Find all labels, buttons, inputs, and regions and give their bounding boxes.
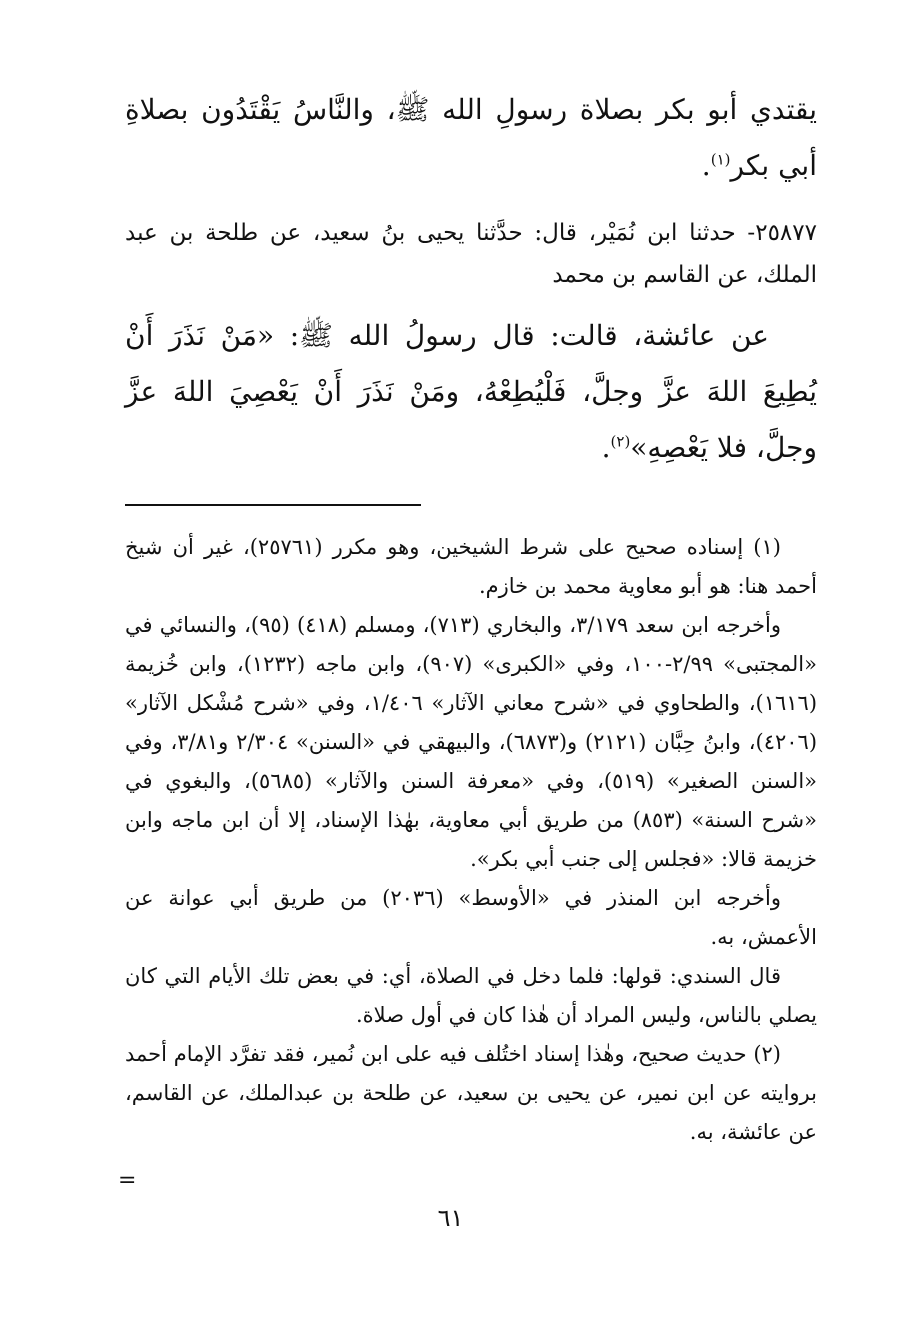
footnote-1-takhrij-2: وأخرجه ابن المنذر في «الأوسط» (٢٠٣٦) من طريق أبي عوانة عن الأعمش، به. bbox=[125, 886, 817, 949]
main-paragraph-1 bbox=[125, 82, 817, 194]
main-paragraph-1-text: يقتدي أبو بكر بصلاة رسولِ الله ﷺ، والنَّاسُ يَقْتَدُون بصلاةِ أبي بكر bbox=[125, 93, 817, 182]
hadith-matn-text: عن عائشة، قالت: قال رسولُ الله ﷺ: «مَنْ نَذَرَ أَنْ يُطِيعَ اللهَ عزَّ وجلَّ، فَلْيُطِعْهُ، ومَنْ نَذَرَ أَنْ يَعْصِيَ اللهَ عزَّ وجلَّ، فلا يَعْصِهِ» bbox=[125, 319, 817, 464]
footnote-1: (١) إسناده صحيح على شرط الشيخين، وهو مكرر (٢٥٧٦١)، غير أن شيخ أحمد هنا: هو أبو معاوية محمد بن خازم. bbox=[125, 535, 817, 598]
footnotes bbox=[125, 528, 817, 1152]
footnote-1-sindi: قال السندي: قولها: فلما دخل في الصلاة، أي: في بعض تلك الأيام التي كان يصلي بالناس، وليس المراد أن هٰذا كان في أول صلاة. bbox=[125, 964, 817, 1027]
main-paragraph-1-end: . bbox=[701, 149, 711, 182]
footnote-separator bbox=[125, 504, 421, 506]
footnote-2: (٢) حديث صحيح، وهٰذا إسناد اختُلف فيه على ابن نُمير، فقد تفرَّد الإمام أحمد بروايته عن ابن نمير، عن يحيى بن سعيد، عن طلحة بن عبدالملك، عن القاسم، عن عائشة، به. bbox=[125, 1042, 817, 1144]
hadith-matn-end: . bbox=[601, 431, 611, 464]
hadith-chain: ٢٥٨٧٧- حدثنا ابن نُمَيْر، قال: حدَّثنا يحيى بنُ سعيد، عن طلحة بن عبد الملك، عن القاسم بن محمد bbox=[125, 220, 817, 288]
hadith-matn bbox=[125, 308, 817, 476]
footnote-ref-2: (٢) bbox=[610, 432, 631, 451]
continuation-mark: = bbox=[118, 1168, 137, 1193]
page-number: ٦١ bbox=[437, 1204, 464, 1232]
footnote-ref-1: (١) bbox=[710, 150, 731, 169]
footnote-1-takhrij: وأخرجه ابن سعد ٣/١٧٩، والبخاري (٧١٣)، ومسلم (٤١٨) (٩٥)، والنسائي في «المجتبى» ٢/٩٩-١٠٠، وفي «الكبرى» (٩٠٧)، وابن ماجه (١٢٣٢)، وابن خُزيمة (١٦١٦)، والطحاوي في «شرح معاني الآثار» ١/٤٠٦، وفي «شرح مُشْكل الآثار» (٤٢٠٦)، وابنُ حِبَّان (٢١٢١) و(٦٨٧٣)، والبيهقي في «السنن» ٢/٣٠٤ و٣/٨١، وفي «السنن الصغير» (٥١٩)، وفي «معرفة السنن والآثار» (٥٦٨٥)، والبغوي في «شرح السنة» (٨٥٣) من طريق أبي معاوية، بهٰذا الإسناد، إلا أن ابن ماجه وابن خزيمة قالا: «فجلس إلى جنب أبي بكر». bbox=[125, 613, 818, 871]
main-text bbox=[125, 82, 817, 476]
